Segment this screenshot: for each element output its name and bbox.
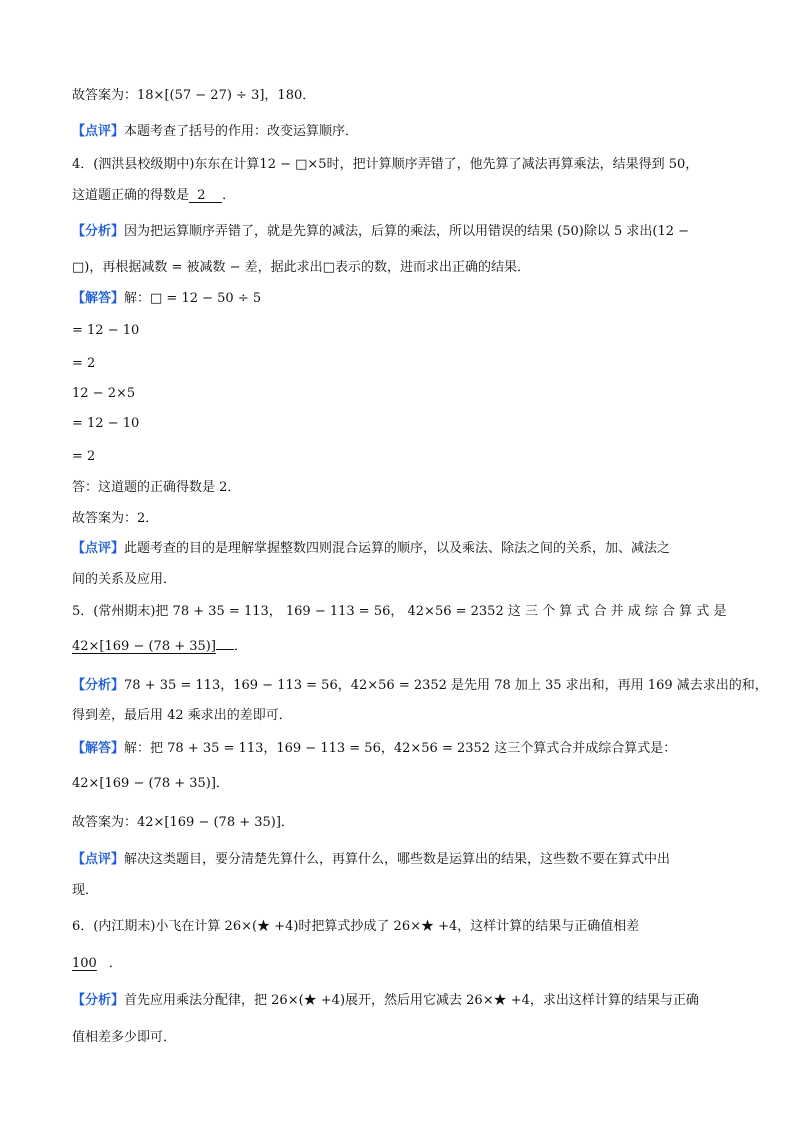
q5-answer-blank: 42×[169 − (78 + 35)] bbox=[72, 639, 216, 654]
q5-stem-line2: 42×[169 − (78 + 35)] ． bbox=[72, 637, 734, 657]
q5-analysis-line2: 得到差，最后用 42 乘求出的差即可． bbox=[72, 708, 292, 723]
solution-tag: 【解答】 bbox=[72, 291, 125, 306]
q4-reply: 答：这道题的正确得数是 2． bbox=[72, 480, 241, 495]
q5-review-line1: 【点评】解决这类题目，要分清楚先算什么，再算什么，哪些数是运算出的结果，这些数不要在算式中出 bbox=[72, 852, 671, 867]
review-tag: 【点评】 bbox=[72, 124, 125, 139]
analysis-tag: 【分析】 bbox=[72, 993, 125, 1008]
q4-review-line1: 【点评】此题考查的目的是理解掌握整数四则混合运算的顺序，以及乘法、除法之间的关系，加、减法之 bbox=[72, 541, 671, 556]
q4-answer-blank: 2 bbox=[189, 188, 223, 203]
q4-solution-step: 12 − 2×5 bbox=[72, 386, 136, 401]
q4-analysis-line2: □)，再根据减数 = 被减数 − 差，据此求出□表示的数，进而求出正确的结果． bbox=[72, 260, 530, 275]
review-tag: 【点评】 bbox=[72, 852, 125, 867]
q4-final-answer: 故答案为：2． bbox=[72, 511, 159, 526]
review-tag: 【点评】 bbox=[72, 541, 125, 556]
q5-stem-line1: 5．(常州期末)把 78 + 35 = 113， 169 − 113 = 56， 42×56 = 2352 这 三 个 算 式 合 并 成 综 合 算 式 是 bbox=[72, 604, 727, 619]
q4-solution-line: 【解答】解：□ = 12 − 50 ÷ 5 bbox=[72, 291, 262, 306]
q6-analysis-line1: 【分析】首先应用乘法分配律，把 26×(★ +4)展开，然后用它减去 26×★ +4，求出这样计算的结果与正确 bbox=[72, 993, 699, 1008]
q5-solution-line2: 42×[169 − (78 + 35)]． bbox=[72, 776, 229, 791]
answer-line: 故答案为：18×[(57 − 27) ÷ 3]，180． bbox=[72, 88, 316, 103]
q4-stem-line2: 这道题正确的得数是 2 ． bbox=[72, 186, 734, 206]
q6-stem-line2: 100 ． bbox=[72, 954, 734, 974]
q4-solution-step: = 2 bbox=[72, 356, 96, 371]
q4-solution-step: = 12 − 10 bbox=[72, 416, 140, 431]
q5-review-line2: 现． bbox=[72, 883, 99, 898]
q4-solution-step: = 2 bbox=[72, 449, 96, 464]
q4-solution-step: = 12 − 10 bbox=[72, 323, 140, 338]
solution-tag: 【解答】 bbox=[72, 741, 125, 756]
q5-solution-line1: 【解答】解：把 78 + 35 = 113，169 − 113 = 56，42×56 = 2352 这三个算式合并成综合算式是： bbox=[72, 741, 677, 756]
q5-analysis-line1: 【分析】78 + 35 = 113，169 − 113 = 56，42×56 = 2352 是先用 78 加上 35 求出和，再用 169 减去求出的和， bbox=[72, 678, 768, 693]
analysis-tag: 【分析】 bbox=[72, 678, 125, 693]
q6-analysis-line2: 值相差多少即可． bbox=[72, 1030, 177, 1045]
analysis-tag: 【分析】 bbox=[72, 224, 125, 239]
q6-stem-line1: 6．(内江期末)小飞在计算 26×(★ +4)时把算式抄成了 26×★ +4，这样计算的结果与正确值相差 bbox=[72, 919, 640, 934]
q4-review-line2: 间的关系及应用． bbox=[72, 572, 177, 587]
q4-analysis-line1: 【分析】因为把运算顺序弄错了，就是先算的减法，后算的乘法，所以用错误的结果 (50)除以 5 求出(12 − bbox=[72, 224, 690, 239]
q5-final-answer: 故答案为：42×[169 − (78 + 35)]． bbox=[72, 815, 294, 830]
answer-expression: 18×[(57 − 27) ÷ 3] bbox=[137, 88, 265, 103]
q4-stem-line1: 4．(泗洪县校级期中)东东在计算12 − □×5时，把计算顺序弄错了，他先算了减法再算乘法，结果得到 50， bbox=[72, 157, 699, 172]
review-line: 【点评】本题考查了括号的作用：改变运算顺序． bbox=[72, 124, 359, 139]
q6-answer-blank: 100 bbox=[72, 956, 97, 971]
